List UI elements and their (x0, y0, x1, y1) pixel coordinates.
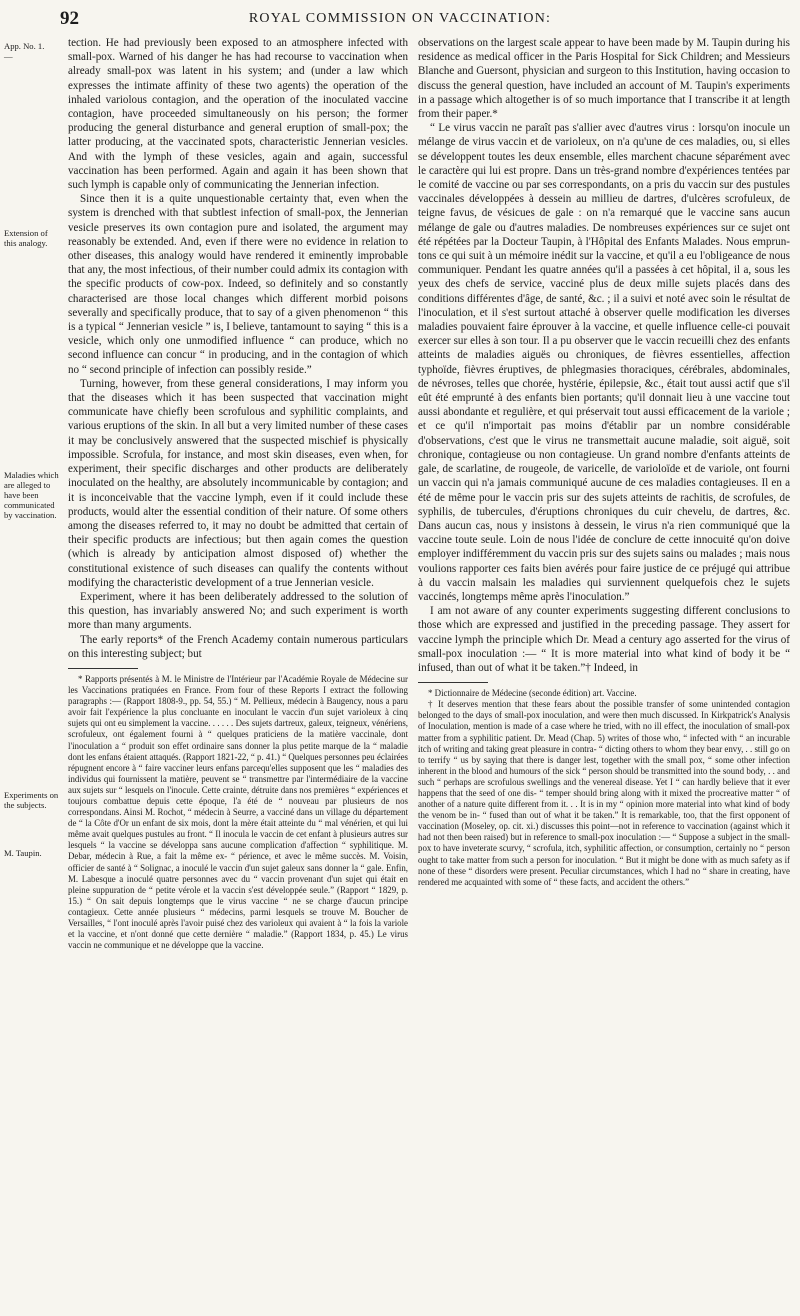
page-header (0, 8, 800, 34)
running-title: ROYAL COMMISSION ON VACCINATION: (248, 11, 552, 26)
margin-note-taupin: M. Taupin. (4, 848, 42, 858)
paragraph: Since then it is a quite unquestionable certainty that, even when the system is drenched with that subtlest infection of small-pox, the Jennerian vesicle preserves its own contagion pure and isolated, the argument may reasonably be extended. And, even if there were no evidence in relation to other diseases, this analogy would have rendered it eminently improbable that any, the most infectious, of their number could admix its contagion with the specific products of cow-pox. Indeed, so definitely and so constantly characterised are those local changes which different morbid poisons severally and specifically produce, that to say of a given phenomenon “ this is a typical “ Jennerian vesicle ” is, I believe, tantamount to saying “ this is a vesicle, which only one unmodified influence “ can produce, which no second influence can concur “ in producing, and in the contagion of which no “ second principle of infection can possibly reside.” (68, 193, 408, 376)
footnote-rule (418, 682, 488, 683)
footnote: * Rapports présentés à M. le Ministre de l'Intérieur par l'Académie Royale de Médecine sur les Vaccinations pratiquées en France. From four of these Reports I extract the following paragraphs :— (Rapport 1808-9., pp. 54, 55.) “ M. Pellieux, médecin à Baugency, nous a paru avoir fait l'expérience la plus concluante en inoculant le vaccin d'un sujet varioleux à cinq sujets qui ont eu simplement la vaccine. . . . . . Des sujets dartreux, galeux, teigneux, vénériens, scrofuleux, ont également fourni à “ quelques praticiens de la matière vaccinale, dont l'inoculation a “ produit son effet ordinaire sans donner la plus petite marque de la “ maladie dont les enfans étaient attaqués. (Rapport 1821-22, “ p. 41.) “ Quelques personnes peu éclairées répugnent encore à “ faire vacciner leurs enfans parcequ'elles supposent que les “ maladies des individus qui fournissent la matière, peuvent se “ transmettre par l'intermédiaire de la vaccine aux sujets sur “ lesquels on l'inocule. Cette crainte, détruite dans nos premières “ expériences et toujours combattue depuis cette époque, l'a été de “ nouveau par plusieurs de nos correspondans. Ainsi M. Rochot, “ médecin à Seurre, a vacciné dans un village du département de “ la Côte d'Or un enfant de six mois, dont la mère était atteinte du “ mal vénérien, et qui lui même avait quelques pustules au front. “ Il inocula le vaccin de cet enfant à plusieurs autres sur lesquels “ la vaccine se développa sans aucune complication d'affection “ syphilitique. M. Debar, médecin à Rue, a fait la même ex- “ périence, et avec le même succès. M. Voisin, officier de santé à “ Solignac, a inoculé le vaccin d'un sujet galeux sans donner la “ gale. Enfin, M. Labesque a inoculé quatre personnes avec du “ vaccin provenant d'un sujet qui était en pleine suppuration de “ petite vérole et la vaccin s'est développée seule.” (Rapport “ 1829, p. 15.) “ On sait depuis longtemps que le virus vaccine “ ne se charge d'aucun principe contagieux. Cette année plusieurs “ médecins, parmi lesquels se trouve M. Boucher de Versailles, “ l'ont inoculé après l'avoir puisé chez des varioleux qui avaient à “ la fois la variole et la vaccine, et n'ont donné que cette dernière “ maladie.” (Rapport 1834, p. 45.) Le virus vaccin ne communique et ne développe que la vaccine. (68, 673, 408, 951)
paragraph: Experiment, where it has been deliberately addressed to the solution of this question, has invariably answered No; and such experiment is worth more than many arguments. (68, 590, 408, 632)
margin-note-experiments: Experiments on the subjects. (4, 790, 59, 810)
margin-note-extension: Extension of this analogy. (4, 228, 48, 248)
right-column (418, 36, 790, 1306)
left-column (68, 36, 408, 1306)
paragraph: Turning, however, from these general considerations, I may inform you that the diseases which it has been suspected that vaccination might communicate have chiefly been scrofulous and syphilitic complaints, and various eruptions of the skin. In all but a very limited number of these cases it may be conclusively answered that the suspected mischief is physically impossible. Scrofula, for instance, and most skin diseases, even when, for experiment, their specific discharges and other products are deliberately inoculated on the healthy, are absolutely incommunicable by contagion; and it is inconceivable that the vaccine lymph, even if it could include these products, would alter the essential condition of their nature. Of some others among the diseases referred to, it may no doubt be admitted that certain of their specific products are infectious; but then again comes the question (which is already by anticipation almost disposed of) whether the constitutional existence of such diseases can qualify the contents without modifying the characteristic development of a true Jennerian vesicle. (68, 377, 408, 589)
paragraph: The early reports* of the French Academy contain numerous particulars on this interesting subject; but (68, 633, 408, 660)
page-number: 92 (60, 8, 79, 29)
margin-note-maladies: Maladies which are alleged to have been communicated by vaccination. (4, 470, 59, 520)
footnote: † It deserves mention that these fears about the possible transfer of some unintended contagion belonged to the days of small-pox inoculation, and were then much discussed. In Kirkpatrick's Analysis of Inoculation, mention is made of a case where he tried, with no ill effect, the inoculation of small-pox matter from a syphilitic patient. Dr. Mead (Chap. 5) writes of those who, “ infected with “ an incurable itch of writing and taking great pleasure in contra- “ dicting others to whom they bear envy, . . still go on to terrify “ us by saying that there is danger lest, together with the small pox, “ some other infection inherent in the blood and humours of the sick “ person should be transmitted into the sound body, . . and such “ perhaps are scrofulous swellings and the venereal disease. Yet I “ can hardly believe that it ever happens that the seed of one dis- “ temper should bring along with it mixed the procreative matter “ of another of a nature quite different from it. . . It is in my “ opinion more material into what kind of body the venom be in- “ fused than out of what it be taken.” It is remarkable, too, that the first opponent of vaccination (Moseley, op. cit. xi.) discusses this point—not in reference to vaccination (against which it had not then been raised) but in reference to small-pox inoculation :— “ Suppose a subject in the small-pox to have inveterate scurvy, “ scrofula, itch, syphilitic affection, or consumption, certainly no “ person ought to take matter from such a person for inoculation. “ But it might be done with as much safety as if none of these “ disorders were present. Peculiar circumstances, which I had no “ share in creating, have rendered me acquainted with some of “ these facts, and accident the others.” (418, 699, 790, 887)
margin-note-appendix: App. No. 1. — (4, 41, 45, 61)
paragraph: tection. He had previously been exposed to an atmosphere infected with small-pox. Warned of his danger he has had recourse to vaccination when already small-pox was latent in his system; and (under a law which expresses the intimate affinity of these two agents) the operation of the inhaled variolous contagion, and the operation of the inoculated vaccine contagion, have proceeded simultaneously on his person; the former producing the general disturbance and general eruption of small-pox; the latter producing, at the vaccinated spots, characteristic Jennerian vesicles. And with the lymph of these vesicles, again and again, successful vaccination has been performed. Again and again it has been shown that such lymph is capable only of communicating the Jennerian infection. (68, 37, 408, 192)
footnote-rule (68, 668, 138, 669)
french-quotation: “ Le virus vaccin ne paraît pas s'allier avec d'autres virus : lorsqu'on inocule un mélange de virus vaccin et de varioleux, on n'a qu'une de ces maladies, ou, si elles se développent toutes les deux ensemble, elles marchent chacune séparément avec le caractère qui lui est propre. Dans un très-grand nombre d'expériences tentées par le comité de vaccine ou par ses correspondants, on a pris du vaccin sur des pustules vaccinales développées à dessein au millieu de dartres, d'ulcères scrofuleux, de teigne favus, de vésicues de gale : on n'a remarqué que le vaccine sans aucun mélange de gale ou d'autres maladies. De nombreuses expériences sur ce sujet ont été répétées par la Docteur Taupin, à l'Hôpital des Enfants Malades. Nous empruntons ce qui suit à un mémoire inédit sur la vaccine, et qu'il a eu l'obligeance de nous communiquer. Pendant les quatre années qu'il a passées à cet hôpital, il a, sous les yeux des chefs de service, vacciné plus de deux mille sujets placés dans des conditions différentes d'âge, de santé, &c. ; il a suivi et noté avec soin le résultat de l'inoculation, et il s'est surtout attaché à observer quelle modification les diverses maladies pouvaient faire éprouver à la vaccine, et quelle influence celle-ci pouvait exercer sur elles à son tour. Il a pu observer que le vaccin recueilli chez des enfants atteints de maladies aiguës ou chroniques, de fièvres essentielles, affection typhoïde, fièvres éruptives, de phlegmasies thoraciques, cérébrales, abdominales, de névroses, telles que chorée, hystérie, épilepsie, &c., était tout aussi actif que s'il eût été emprunté à des enfants bien portants; qu'il donnait lieu à une vaccine tout aussi abondante et regulière, et qui préservait tout aussi efficacement de la variole ; et ce qu'il n'importait pas moins d'établir par un nombre considérable d'observations, c'est que le virus ne transmettait aucune maladie, soit aiguë, soit chronique, contagieuse ou non contagieuse. Un grand nombre d'enfants atteints de gale, de scarlatine, de rougeole, de varicelle, de varioloïde et de variole, ont fourni un vaccin qui n'a jamais communiqué aucune de ces maladies contagieuses. Il en a été de même pour le vaccin pris sur des sujets atteints de rachitis, de scrofules, de syphilis, de tubercules, d'éruptions chroniques du cuir chevelu, de dartres, &c. Dans aucun cas, nous y insistons à dessein, le virus n'a rien communiqué que la vaccine toute seule. Loin de nous l'idée de conclure de cette innocuité qu'on doive employer indifféremment du vaccin pris sur des sujets sains ou malades ; mais nous voulions rapporter ces faits bien avérés pour faire justice de ce préjugé qui attribue à du vaccin malsain les maladies qui surviennent quelquefois chez le sujets vaccinés, longtemps même après l'inoculation.” (418, 122, 790, 603)
footnote: * Dictionnaire de Médecine (seconde édition) art. Vaccine. (428, 688, 637, 699)
paragraph: I am not aware of any counter experiments suggesting different conclusions to those which are expressed and justified in the preceding passage. They assert for vaccine lymph the principle which Dr. Mead a century ago asserted for the virus of small-pox inoculation :— “ It is more material into what kind of body it be “ infused, than out of what it be taken.”† Indeed, in (418, 605, 790, 674)
paragraph: observations on the largest scale appear to have been made by M. Taupin during his residence as medical officer in the Paris Hospital for Sick Children; and Messieurs Blanche and Guersont, physician and surgeon to this Institution, having occasion to discuss the general question, have included an account of M. Taupin's experiments in a passage which altogether is of so much importance that I transcribe it at length from their paper.* (418, 37, 790, 121)
